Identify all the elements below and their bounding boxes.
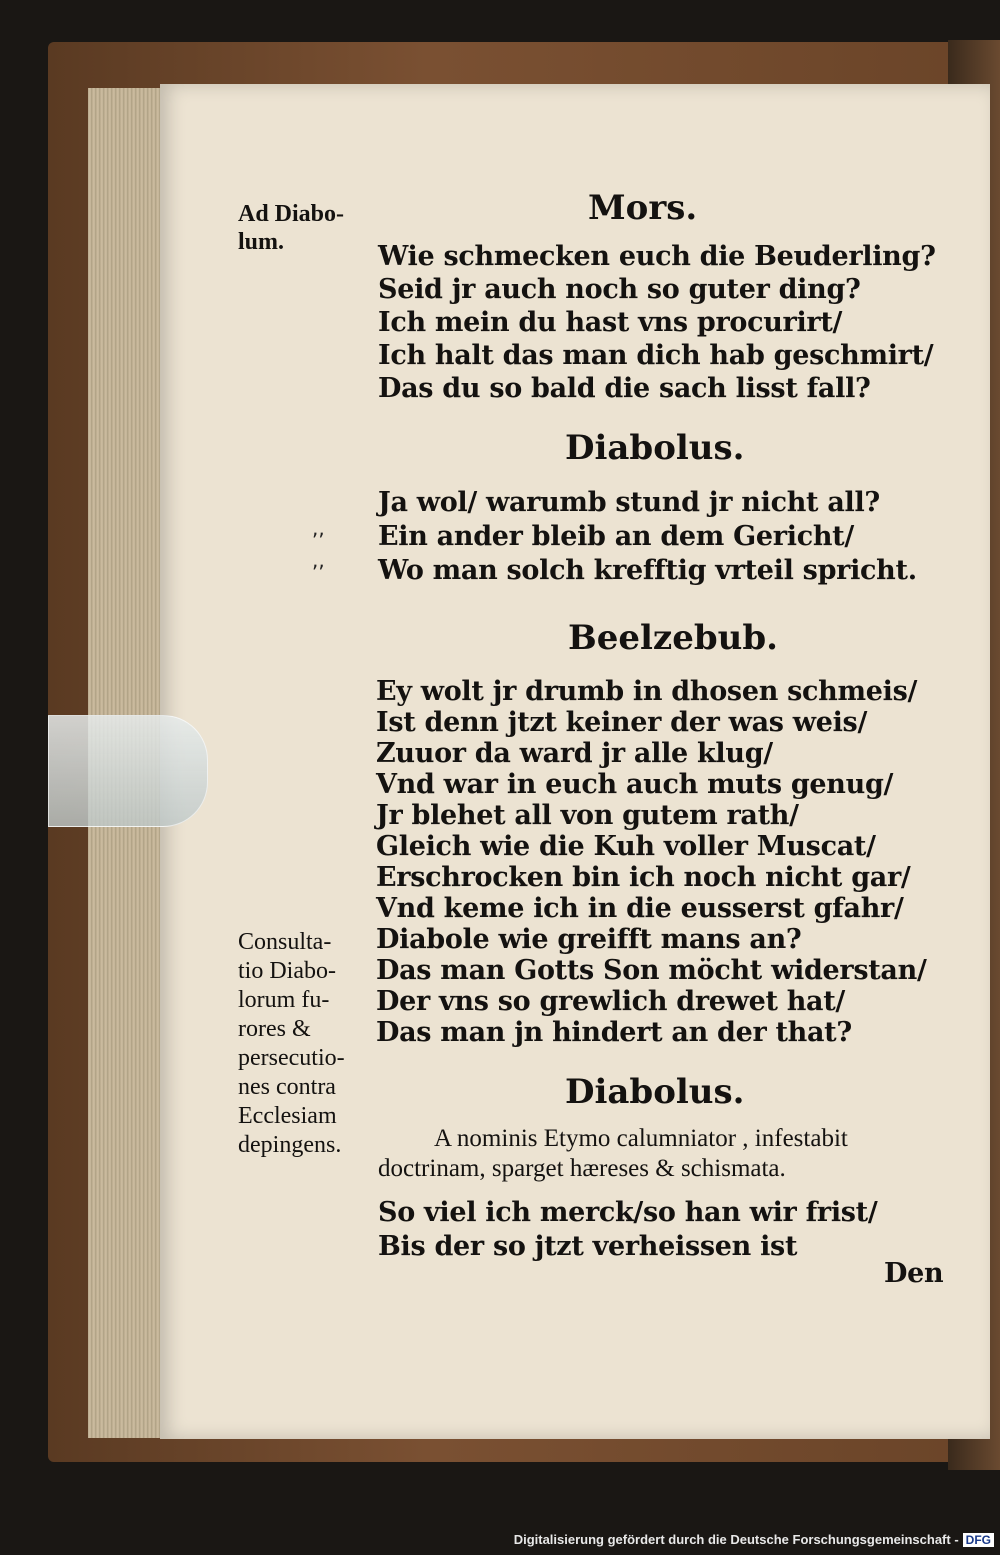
verse-line: Seid jr auch noch so guter ding? — [378, 274, 861, 305]
verse-line: Ja wol/ warumb stund jr nicht all? — [378, 487, 880, 518]
verse-line: Ist denn jtzt keiner der was weis/ — [376, 707, 868, 738]
verse-line: Wie schmecken euch die Beuderling? — [378, 241, 936, 272]
heading-mors: Mors. — [588, 188, 698, 228]
dfg-logo: DFG — [963, 1533, 994, 1547]
catchword: Den — [884, 1258, 944, 1289]
verse-block-mors — [378, 240, 936, 405]
heading-diabolus-second: Diabolus. — [565, 1072, 745, 1112]
verse-line: Ich mein du hast vns procurirt/ — [378, 307, 843, 338]
verse-line: Wo man solch krefftig vrteil spricht. — [378, 555, 917, 586]
heading-diabolus: Diabolus. — [565, 428, 745, 468]
verse-line: Das man jn hindert an der that? — [376, 1017, 852, 1048]
latin-commentary: A nominis Etymo calumniator , infestabit doctrinam, sparget hæreses & schismata. — [378, 1125, 848, 1182]
verse-line: Ich halt das man dich hab geschmirt/ — [378, 340, 934, 371]
verse-block-beelzebub — [376, 676, 927, 1048]
heading-beelzebub: Beelzebub. — [568, 618, 778, 658]
verse-line: Diabole wie greifft mans an? — [376, 924, 802, 955]
verse-line: Bis der so jtzt verheissen ist — [378, 1231, 798, 1262]
verse-line: Jr blehet all von gutem rath/ — [376, 800, 799, 831]
verse-line: Erschrocken bin ich noch nicht gar/ — [376, 862, 911, 893]
verse-line: Vnd war in euch auch muts genug/ — [376, 769, 894, 800]
verse-line: So viel ich merck/so han wir frist/ — [378, 1197, 878, 1228]
verse-block-diabolus — [378, 486, 917, 588]
margin-note-ad-diabolum: Ad Diabo- lum. — [238, 201, 345, 255]
verse-line: Ey wolt jr drumb in dhosen schmeis/ — [376, 676, 918, 707]
digitization-footer: Digitalisierung gefördert durch die Deutsche Forschungsgemeinschaft - DFG — [0, 1532, 1000, 1547]
verse-line: Gleich wie die Kuh voller Muscat/ — [376, 831, 876, 862]
page-clip — [48, 715, 208, 827]
verse-block-diabolus-second — [378, 1196, 877, 1264]
margin-note-consultatio: Consulta- tio Diabo- lorum fu- rores & persecutio- nes contra Ecclesiam depingens. — [238, 929, 345, 1158]
verse-line: Vnd keme ich in die eusserst gfahr/ — [376, 893, 904, 924]
quotation-marks: ,, ,, — [312, 516, 325, 572]
verse-line: Ein ander bleib an dem Gericht/ — [378, 521, 854, 552]
verse-line: Das du so bald die sach lisst fall? — [378, 373, 871, 404]
verse-line: Zuuor da ward jr alle klug/ — [376, 738, 773, 769]
verse-line: Der vns so grewlich drewet hat/ — [376, 986, 845, 1017]
verse-line: Das man Gotts Son möcht widerstan/ — [376, 955, 927, 986]
